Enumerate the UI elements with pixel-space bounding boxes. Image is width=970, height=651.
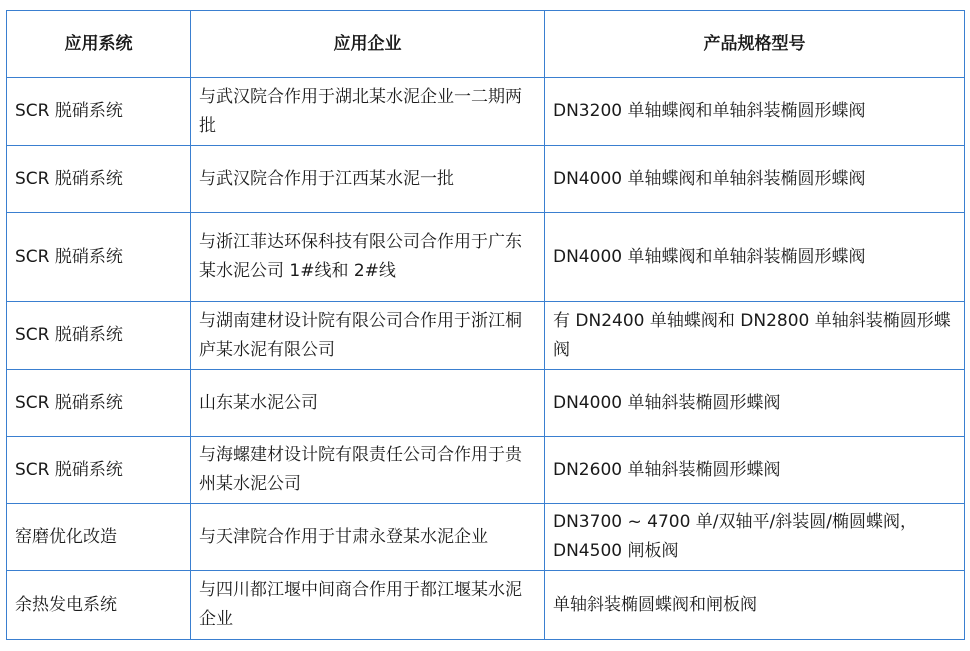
table-row bbox=[7, 504, 965, 571]
cell-spec: DN3200 单轴蝶阀和单轴斜装椭圆形蝶阀 bbox=[545, 78, 965, 146]
cell-system: SCR 脱硝系统 bbox=[7, 78, 191, 146]
table-row bbox=[7, 370, 965, 437]
cell-company: 与天津院合作用于甘肃永登某水泥企业 bbox=[191, 504, 545, 571]
table-row bbox=[7, 213, 965, 302]
table-header-row bbox=[7, 11, 965, 78]
cell-company: 与海螺建材设计院有限责任公司合作用于贵州某水泥公司 bbox=[191, 437, 545, 504]
cell-system: 窑磨优化改造 bbox=[7, 504, 191, 571]
cell-spec: 单轴斜装椭圆蝶阀和闸板阀 bbox=[545, 571, 965, 640]
cell-company: 山东某水泥公司 bbox=[191, 370, 545, 437]
header-company: 应用企业 bbox=[191, 11, 545, 78]
spec-table-container bbox=[6, 10, 964, 640]
cell-system: SCR 脱硝系统 bbox=[7, 302, 191, 370]
table-row bbox=[7, 302, 965, 370]
table-row bbox=[7, 78, 965, 146]
cell-spec: DN4000 单轴蝶阀和单轴斜装椭圆形蝶阀 bbox=[545, 146, 965, 213]
cell-company: 与四川都江堰中间商合作用于都江堰某水泥企业 bbox=[191, 571, 545, 640]
header-system: 应用系统 bbox=[7, 11, 191, 78]
cell-spec: DN4000 单轴蝶阀和单轴斜装椭圆形蝶阀 bbox=[545, 213, 965, 302]
application-spec-table bbox=[6, 10, 965, 640]
cell-spec: DN4000 单轴斜装椭圆形蝶阀 bbox=[545, 370, 965, 437]
cell-spec: DN2600 单轴斜装椭圆形蝶阀 bbox=[545, 437, 965, 504]
cell-system: SCR 脱硝系统 bbox=[7, 437, 191, 504]
cell-spec: DN3700 ~ 4700 单/双轴平/斜装圆/椭圆蝶阀，DN4500 闸板阀 bbox=[545, 504, 965, 571]
cell-system: 余热发电系统 bbox=[7, 571, 191, 640]
cell-company: 与湖南建材设计院有限公司合作用于浙江桐庐某水泥有限公司 bbox=[191, 302, 545, 370]
cell-system: SCR 脱硝系统 bbox=[7, 370, 191, 437]
cell-company: 与武汉院合作用于江西某水泥一批 bbox=[191, 146, 545, 213]
cell-company: 与浙江菲达环保科技有限公司合作用于广东某水泥公司 1#线和 2#线 bbox=[191, 213, 545, 302]
cell-spec: 有 DN2400 单轴蝶阀和 DN2800 单轴斜装椭圆形蝶阀 bbox=[545, 302, 965, 370]
table-row bbox=[7, 437, 965, 504]
cell-system: SCR 脱硝系统 bbox=[7, 146, 191, 213]
header-spec: 产品规格型号 bbox=[545, 11, 965, 78]
cell-company: 与武汉院合作用于湖北某水泥企业一二期两批 bbox=[191, 78, 545, 146]
table-row bbox=[7, 146, 965, 213]
table-row bbox=[7, 571, 965, 640]
cell-system: SCR 脱硝系统 bbox=[7, 213, 191, 302]
